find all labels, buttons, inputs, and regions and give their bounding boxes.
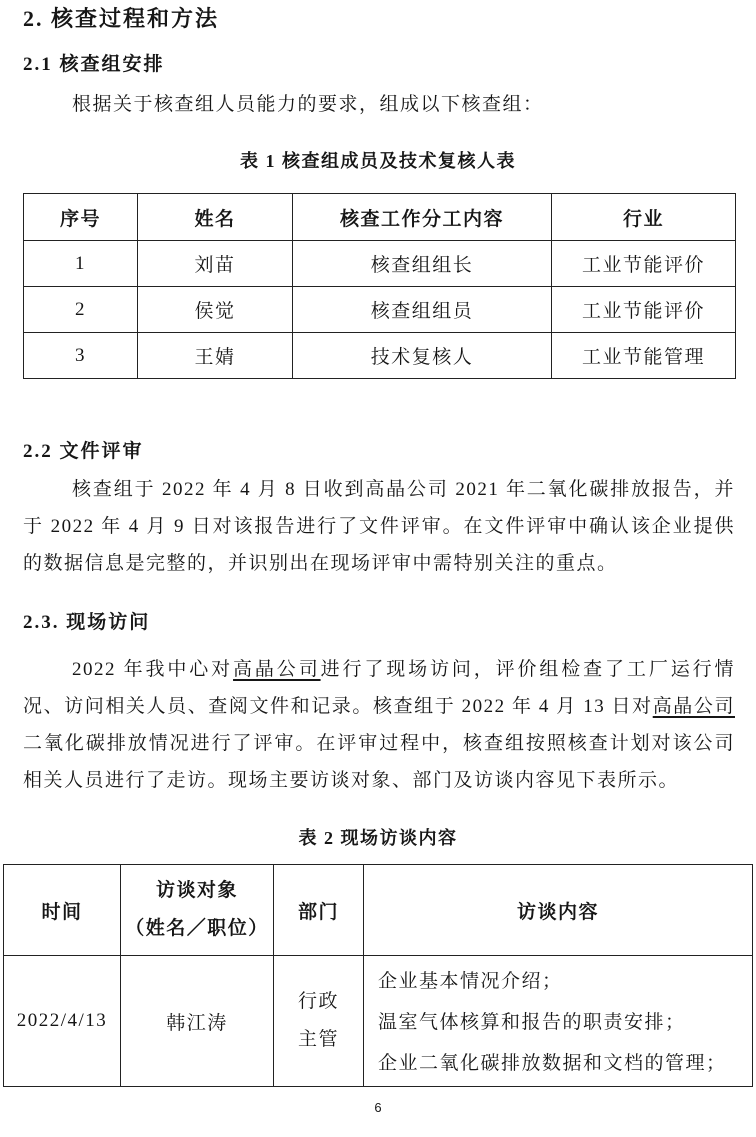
table1-cell-role: 核查组组长 (293, 241, 552, 287)
verification-team-table (23, 193, 736, 379)
table1-cell-name: 刘苗 (138, 241, 293, 287)
table2-cell-content (364, 956, 753, 1087)
table2-header-content: 访谈内容 (364, 865, 753, 956)
underlined-company-name: 高晶公司 (652, 696, 735, 717)
table2-cell-interviewee: 韩江涛 (121, 956, 274, 1087)
text-run: 2022 年我中心对 (72, 659, 234, 680)
table2-header-interviewee-line1: 访谈对象 (155, 880, 238, 901)
table1-row (24, 241, 736, 287)
table1-cell-role: 技术复核人 (293, 333, 552, 379)
table1-cell-name: 侯觉 (138, 287, 293, 333)
interview-content-line: 企业二氧化碳排放数据和文档的管理； (378, 1053, 727, 1074)
table1-cell-role: 核查组组员 (293, 287, 552, 333)
section-heading-2-2: 2.2 文件评审 (23, 441, 144, 462)
table1-header-name: 姓名 (138, 194, 293, 241)
table1-caption: 表 1 核查组成员及技术复核人表 (240, 151, 516, 171)
table2-caption: 表 2 现场访谈内容 (298, 828, 458, 848)
underlined-company-name: 高晶公司 (233, 659, 321, 680)
table1-row (24, 287, 736, 333)
table1-cell-industry: 工业节能管理 (552, 333, 736, 379)
table2-header-department: 部门 (274, 865, 364, 956)
section-heading-2-3: 2.3. 现场访问 (23, 612, 151, 633)
document-page (0, 4, 756, 1137)
table2-header-interviewee (121, 865, 274, 956)
table2-header-interviewee-line2: （姓名／职位） (125, 918, 269, 939)
page-title: 2. 核查过程和方法 (23, 6, 220, 31)
interview-content-line: 企业基本情况介绍； (378, 971, 563, 992)
section-heading-2-1: 2.1 核查组安排 (23, 54, 165, 75)
department-line: 行政 (297, 991, 339, 1012)
interview-table (3, 864, 753, 1087)
department-line: 主管 (297, 1029, 339, 1050)
table2-header-row (4, 865, 753, 956)
paragraph-2-1: 根据关于核查组人员能力的要求，组成以下核查组： (72, 94, 544, 115)
table1-cell-seq: 2 (24, 287, 138, 333)
table1-row (24, 333, 736, 379)
table2-row (4, 956, 753, 1087)
table1-cell-name: 王婧 (138, 333, 293, 379)
table1-cell-industry: 工业节能评价 (552, 287, 736, 333)
table1-header-seq: 序号 (24, 194, 138, 241)
page-number: 6 (374, 1100, 382, 1115)
paragraph-2-3 (23, 651, 735, 799)
table1-cell-seq: 1 (24, 241, 138, 287)
text-run: 进行了现场访问，评价组检查了工厂运行情况、访问相关人员、查阅文件和记录。核查组于 2022 年 4 月 13 日对 (23, 659, 735, 717)
table1-header-role: 核查工作分工内容 (293, 194, 552, 241)
table1-header-row (24, 194, 736, 241)
table2-header-time: 时间 (4, 865, 121, 956)
table1-header-industry: 行业 (552, 194, 736, 241)
table1-cell-seq: 3 (24, 333, 138, 379)
table2-cell-time: 2022/4/13 (4, 956, 121, 1087)
table2-cell-department (274, 956, 364, 1087)
text-run: 二氧化碳排放情况进行了评审。在评审过程中，核查组按照核查计划对该公司相关人员进行了走访。现场主要访谈对象、部门及访谈内容见下表所示。 (23, 733, 735, 791)
paragraph-2-2: 核查组于 2022 年 4 月 8 日收到高晶公司 2021 年二氧化碳排放报告，并于 2022 年 4 月 9 日对该报告进行了文件评审。在文件评审中确认该企业提供的数据信息是完整的，并识别出在现场评审中需特别关注的重点。 (23, 479, 735, 574)
interview-content-line: 温室气体核算和报告的职责安排； (378, 1012, 686, 1033)
table1-cell-industry: 工业节能评价 (552, 241, 736, 287)
